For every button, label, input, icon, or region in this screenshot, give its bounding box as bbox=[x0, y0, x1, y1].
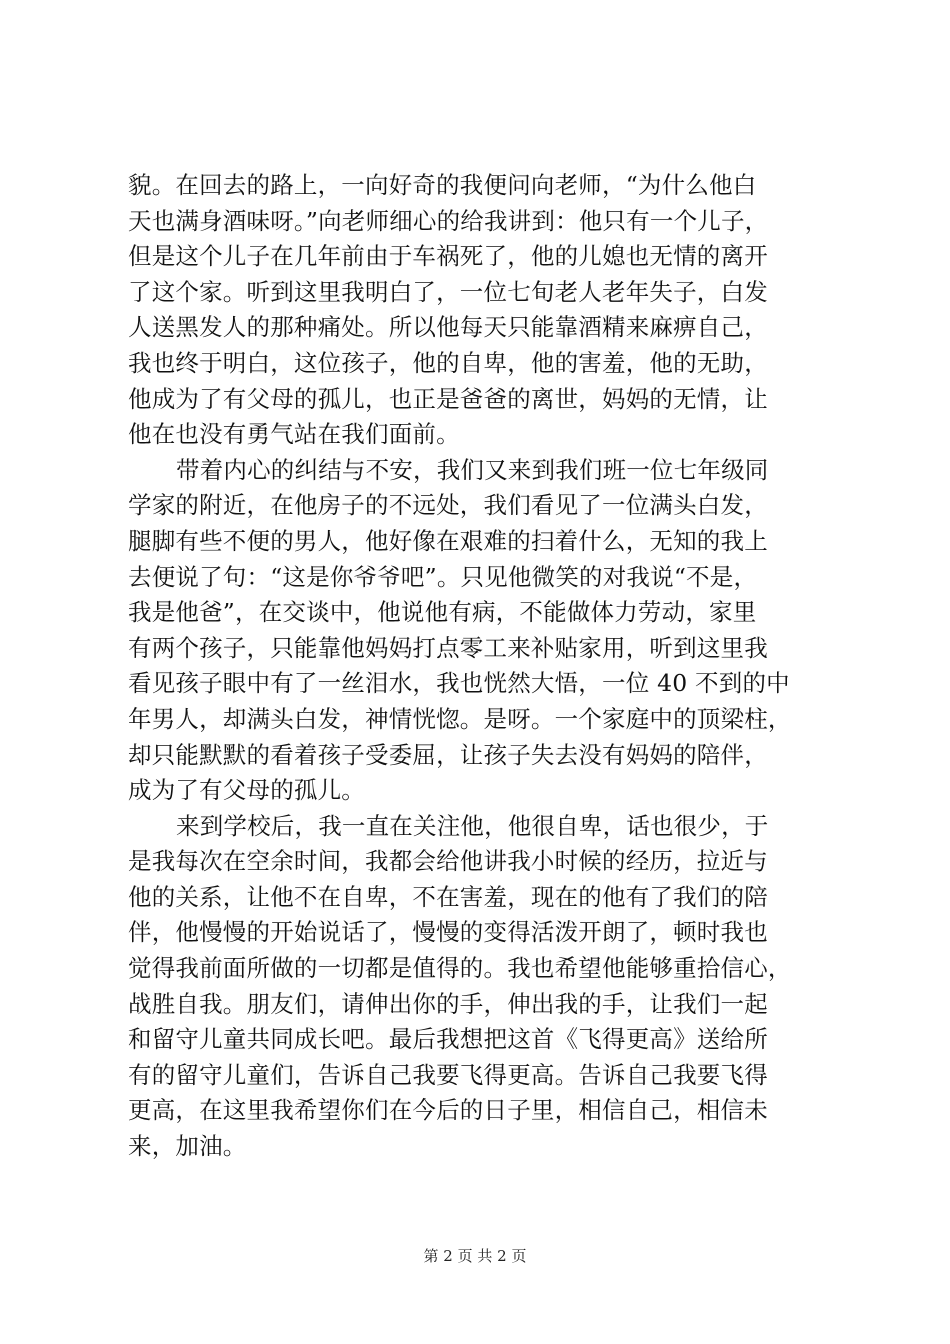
text-line: 我也终于明白，这位孩子，他的自卑，他的害羞，他的无助， bbox=[128, 348, 768, 377]
text-line: 战胜自我。朋友们，请伸出你的手，伸出我的手，让我们一起 bbox=[128, 989, 768, 1018]
text-line: 但是这个儿子在几年前由于车祸死了，他的儿媳也无情的离开 bbox=[128, 242, 768, 271]
text-line: 带着内心的纠结与不安，我们又来到我们班一位七年级同 bbox=[176, 455, 769, 484]
text-line: 是我每次在空余时间，我都会给他讲我小时候的经历，拉近与 bbox=[128, 847, 768, 876]
text-line: 有的留守儿童们，告诉自己我要飞得更高。告诉自己我要飞得 bbox=[128, 1060, 768, 1089]
text-line: 他的关系，让他不在自卑，不在害羞，现在的他有了我们的陪 bbox=[128, 882, 768, 911]
text-line: 他成为了有父母的孤儿，也正是爸爸的离世，妈妈的无情，让 bbox=[128, 384, 768, 413]
text-line: 去便说了句：“这是你爷爷吧”。只见他微笑的对我说“不是， bbox=[128, 562, 758, 591]
text-line: 成为了有父母的孤儿。 bbox=[128, 776, 365, 805]
text-line: 来，加油。 bbox=[128, 1132, 247, 1161]
text-line: 更高，在这里我希望你们在今后的日子里，相信自己，相信未 bbox=[128, 1096, 768, 1125]
text-line: 觉得我前面所做的一切都是值得的。我也希望他能够重拾信心， bbox=[128, 954, 792, 983]
text-line: 貌。在回去的路上，一向好奇的我便问向老师，“为什么他白 bbox=[128, 171, 757, 199]
text-line: 腿脚有些不便的男人，他好像在艰难的扫着什么，无知的我上 bbox=[128, 526, 768, 555]
text-line: 天也满身酒味呀。”向老师细心的给我讲到：他只有一个儿子， bbox=[128, 206, 769, 235]
text-line: 年男人，却满头白发，神情恍惚。是呀。一个家庭中的顶梁柱， bbox=[128, 704, 792, 733]
text-line: 人送黑发人的那种痛处。所以他每天只能靠酒精来麻痹自己， bbox=[128, 313, 768, 342]
text-line: 看见孩子眼中有了一丝泪水，我也恍然大悟，一位 40 不到的中 bbox=[128, 669, 790, 698]
text-line: 我是他爸”，在交谈中，他说他有病，不能做体力劳动，家里 bbox=[128, 598, 757, 627]
text-line: 伴，他慢慢的开始说话了，慢慢的变得活泼开朗了，顿时我也 bbox=[128, 918, 768, 947]
text-line: 学家的附近，在他房子的不远处，我们看见了一位满头白发， bbox=[128, 491, 768, 520]
text-line: 了这个家。听到这里我明白了，一位七旬老人老年失子，白发 bbox=[128, 277, 768, 306]
text-line: 有两个孩子，只能靠他妈妈打点零工来补贴家用，听到这里我 bbox=[128, 633, 768, 662]
text-line: 和留守儿童共同成长吧。最后我想把这首《飞得更高》送给所 bbox=[128, 1025, 768, 1054]
page-footer: 第 2 页 共 2 页 bbox=[423, 1247, 527, 1265]
text-line: 来到学校后，我一直在关注他，他很自卑，话也很少，于 bbox=[176, 811, 769, 840]
text-line: 他在也没有勇气站在我们面前。 bbox=[128, 420, 460, 449]
document-body bbox=[128, 168, 828, 1165]
text-line: 却只能默默的看着孩子受委屈，让孩子失去没有妈妈的陪伴， bbox=[128, 740, 768, 769]
